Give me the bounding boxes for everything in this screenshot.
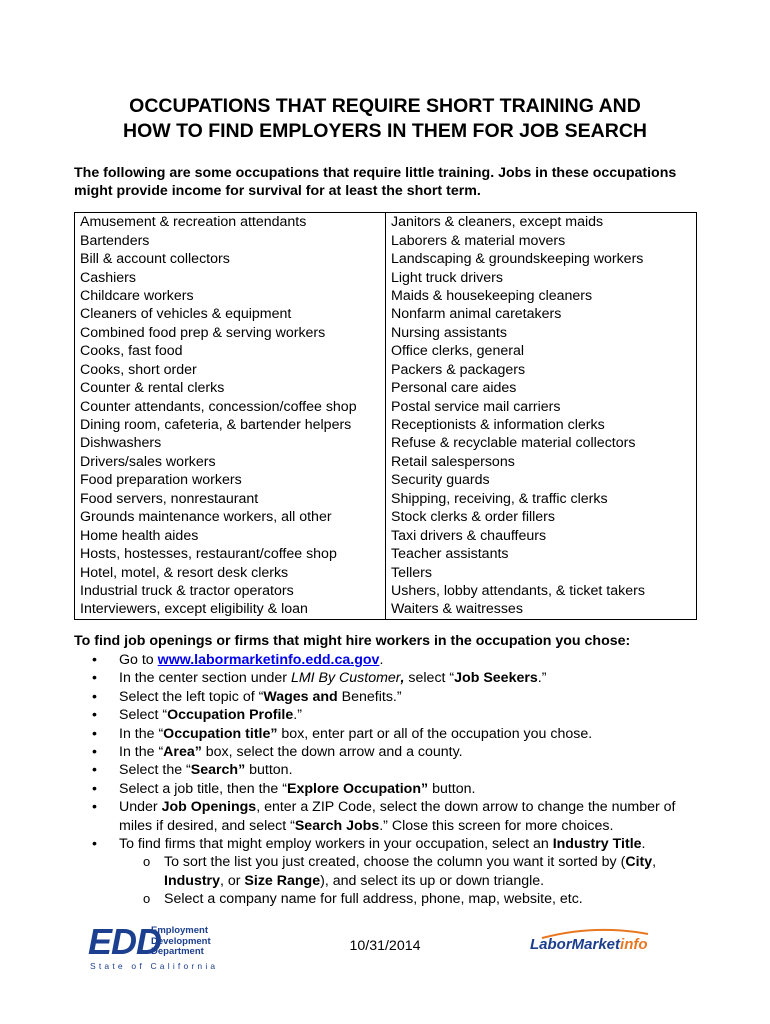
- table-row: [75, 545, 697, 563]
- occupation-cell-left: Bartenders: [75, 231, 386, 249]
- edd-word-development: Development: [151, 935, 211, 947]
- table-row: [75, 268, 697, 286]
- table-row: [75, 361, 697, 379]
- occupation-cell-left: Grounds maintenance workers, all other: [75, 508, 386, 526]
- instructions-heading: To find job openings or firms that might hire workers in the occupation you chose:: [74, 633, 631, 649]
- occupation-cell-right: Receptionists & information clerks: [386, 416, 697, 434]
- step-area: • In the “Area” box, select the down arrow and a county.: [74, 743, 704, 761]
- occupation-cell-right: Nonfarm animal caretakers: [386, 305, 697, 323]
- occupation-cell-left: Cleaners of vehicles & equipment: [75, 305, 386, 323]
- occupation-cell-left: Cooks, fast food: [75, 342, 386, 360]
- step-occupation-title: • In the “Occupation title” box, enter part or all of the occupation you chose.: [74, 725, 704, 743]
- step-job-openings: • Under Job Openings, enter a ZIP Code, select the down arrow to change the number of miles if desired, and select “Search Jobs.” Close this screen for more choices.: [74, 798, 704, 835]
- occupation-cell-left: Interviewers, except eligibility & loan: [75, 600, 386, 619]
- occupation-cell-left: Dishwashers: [75, 434, 386, 452]
- step-wages-benefits: • Select the left topic of “Wages and Benefits.”: [74, 688, 704, 706]
- occupation-cell-left: Combined food prep & serving workers: [75, 324, 386, 342]
- table-row: [75, 287, 697, 305]
- step-lmi-by-customer: • In the center section under LMI By Customer, select “Job Seekers.”: [74, 669, 704, 687]
- occupation-cell-left: Hotel, motel, & resort desk clerks: [75, 563, 386, 581]
- occupation-cell-right: Stock clerks & order fillers: [386, 508, 697, 526]
- labormarketinfo-logo: [530, 936, 648, 953]
- occupation-cell-right: Shipping, receiving, & traffic clerks: [386, 490, 697, 508]
- step-explore-occupation: • Select a job title, then the “Explore Occupation” button.: [74, 780, 704, 798]
- occupations-table: [74, 212, 697, 620]
- occupation-cell-right: Refuse & recyclable material collectors: [386, 434, 697, 452]
- occupation-cell-right: Laborers & material movers: [386, 231, 697, 249]
- occupation-cell-right: Office clerks, general: [386, 342, 697, 360]
- table-row: [75, 526, 697, 544]
- step-occupation-profile: • Select “Occupation Profile.”: [74, 706, 704, 724]
- table-row: [75, 490, 697, 508]
- occupation-cell-left: Bill & account collectors: [75, 250, 386, 268]
- title-line-2: HOW TO FIND EMPLOYERS IN THEM FOR JOB SEARCH: [123, 120, 647, 142]
- title-line-1: OCCUPATIONS THAT REQUIRE SHORT TRAINING AND: [129, 95, 641, 117]
- occupation-cell-right: Ushers, lobby attendants, & ticket takers: [386, 582, 697, 600]
- step-go-to-site: • Go to www.labormarketinfo.edd.ca.gov.: [74, 651, 704, 669]
- table-row: [75, 342, 697, 360]
- table-row: [75, 453, 697, 471]
- table-row: [75, 305, 697, 323]
- occupation-cell-right: Nursing assistants: [386, 324, 697, 342]
- occupation-cell-left: Dining room, cafeteria, & bartender helpers: [75, 416, 386, 434]
- table-row: [75, 582, 697, 600]
- occupation-cell-left: Hosts, hostesses, restaurant/coffee shop: [75, 545, 386, 563]
- table-row: [75, 379, 697, 397]
- occupation-cell-left: Home health aides: [75, 526, 386, 544]
- occupation-cell-right: Personal care aides: [386, 379, 697, 397]
- occupation-cell-right: Waiters & waitresses: [386, 600, 697, 619]
- table-row: [75, 434, 697, 452]
- table-row: [75, 324, 697, 342]
- lmi-logo-main: LaborMarket: [530, 936, 621, 953]
- instructions-list: [74, 651, 704, 909]
- occupation-cell-right: Taxi drivers & chauffeurs: [386, 526, 697, 544]
- occupation-cell-right: Packers & packagers: [386, 361, 697, 379]
- occupation-cell-left: Food servers, nonrestaurant: [75, 490, 386, 508]
- edd-state-line: State of California: [90, 961, 219, 971]
- table-row: [75, 416, 697, 434]
- table-row: [75, 213, 697, 232]
- occupation-cell-right: Janitors & cleaners, except maids: [386, 213, 697, 232]
- table-row: [75, 508, 697, 526]
- table-row: [75, 600, 697, 619]
- step-industry-title: • To find firms that might employ workers in your occupation, select an Industry Title. o To sort the list you just created, choose the column you want it sorted by (City, Industry, or Size Range), and select its up or down triangle. o Select a company name for full address, phone, map, website, etc.: [74, 835, 704, 909]
- occupation-cell-left: Industrial truck & tractor operators: [75, 582, 386, 600]
- edd-word-employment: Employment: [151, 925, 209, 936]
- swoosh-icon: [540, 928, 650, 940]
- occupation-cell-right: Landscaping & groundskeeping workers: [386, 250, 697, 268]
- substep-sort: o To sort the list you just created, choose the column you want it sorted by (City, Industry, or Size Range), and select its up or down triangle.: [119, 853, 704, 890]
- page-title: [60, 94, 710, 144]
- occupation-cell-left: Food preparation workers: [75, 471, 386, 489]
- occupation-cell-left: Counter attendants, concession/coffee shop: [75, 397, 386, 415]
- occupation-cell-left: Drivers/sales workers: [75, 453, 386, 471]
- industry-substeps: [119, 853, 704, 908]
- table-row: [75, 471, 697, 489]
- edd-word-department: Department: [151, 946, 204, 957]
- occupation-cell-left: Amusement & recreation attendants: [75, 213, 386, 232]
- step-search: • Select the “Search” button.: [74, 761, 704, 779]
- footer-date: 10/31/2014: [349, 938, 421, 954]
- occupation-cell-right: Postal service mail carriers: [386, 397, 697, 415]
- table-row: [75, 250, 697, 268]
- table-row: [75, 231, 697, 249]
- table-row: [75, 397, 697, 415]
- occupation-cell-left: Cashiers: [75, 268, 386, 286]
- occupation-cell-left: Cooks, short order: [75, 361, 386, 379]
- occupation-cell-left: Childcare workers: [75, 287, 386, 305]
- table-row: [75, 563, 697, 581]
- occupation-cell-right: Maids & housekeeping cleaners: [386, 287, 697, 305]
- occupation-cell-left: Counter & rental clerks: [75, 379, 386, 397]
- substep-company: o Select a company name for full address, phone, map, website, etc.: [119, 890, 704, 908]
- occupation-cell-right: Security guards: [386, 471, 697, 489]
- edd-logo-letters: EDD: [88, 921, 162, 962]
- occupation-cell-right: Teacher assistants: [386, 545, 697, 563]
- occupation-cell-right: Light truck drivers: [386, 268, 697, 286]
- occupation-cell-right: Tellers: [386, 563, 697, 581]
- occupation-cell-right: Retail salespersons: [386, 453, 697, 471]
- intro-paragraph: The following are some occupations that require little training. Jobs in these occupations might provide income for survival for at least the short term.: [74, 165, 677, 199]
- labormarketinfo-link[interactable]: www.labormarketinfo.edd.ca.gov: [157, 652, 380, 668]
- lmi-logo-info: info: [620, 936, 648, 953]
